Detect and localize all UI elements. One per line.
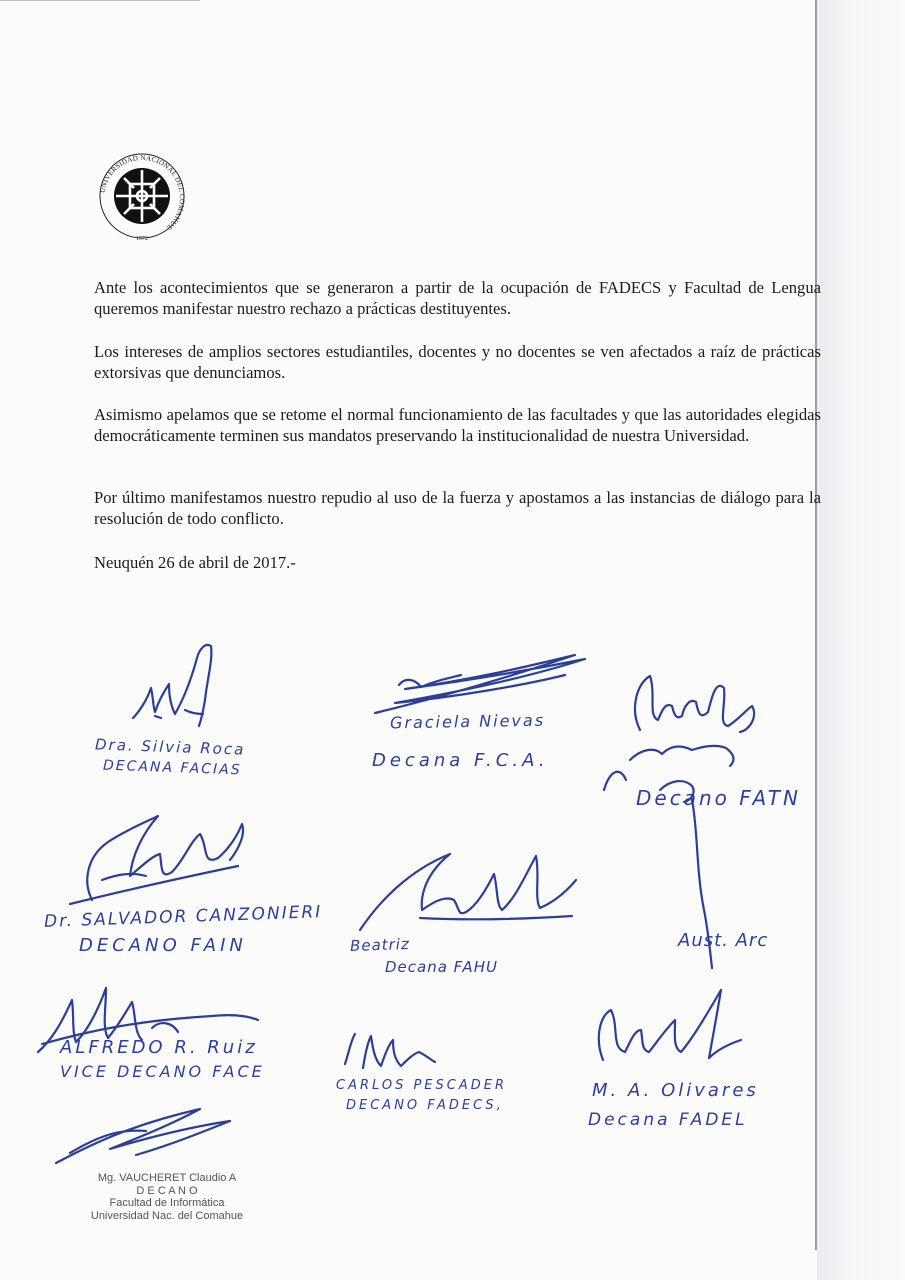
signature-ruiz-name: ALFREDO R. Ruiz <box>60 1037 258 1058</box>
paragraph-2: Los intereses de amplios sectores estudiantiles, docentes y no docentes se ven afectados a raíz de prácticas extorsivas que denunciamos. <box>94 342 821 382</box>
date-line: Neuquén 26 de abril de 2017.- <box>94 553 296 572</box>
stamp-line-4: Universidad Nac. del Comahue <box>90 1209 244 1222</box>
signature-roca-name: Dra. Silvia Roca <box>94 735 246 759</box>
signature-pescader-name: CARLOS PESCADER <box>336 1078 507 1093</box>
signature-pescader <box>335 1010 445 1080</box>
signature-fahu-name: Beatriz <box>349 934 411 956</box>
signature-olivares-title: Decana FADEL <box>588 1110 748 1130</box>
paragraph-1: Ante los acontecimientos que se generaron a partir de la ocupación de FADECS y Facultad de Lengua queremos manifestar nuestro rechazo a prácticas destituyentes. <box>94 278 821 318</box>
signature-nievas-name: Graciela Nievas <box>389 710 546 733</box>
stamp-line-1: Mg. VAUCHERET Claudio A <box>97 1172 237 1184</box>
signature-olivares-name: M. A. Olivares <box>592 1080 759 1101</box>
signature-pescader-title: DECANO FADECS, <box>346 1098 504 1113</box>
scan-edge-mark <box>0 0 200 1</box>
signature-vaucheret <box>50 1105 240 1170</box>
signature-nievas-title: Decana F.C.A. <box>372 750 549 771</box>
page-fold-shadow <box>817 0 905 1280</box>
signature-roca-title: DECANA FACIAS <box>102 757 242 779</box>
paragraph-3: Asimismo apelamos que se retome el normal funcionamiento de las facultades y que las autoridades elegidas democráticamente terminen sus mandatos preservando la institucionalidad de nuestra Universidad. <box>94 405 821 445</box>
signature-canzonieri-title: DECANO FAIN <box>79 935 247 956</box>
stamp-line-2: D E C A N O <box>136 1184 198 1197</box>
signature-fahu-title: Decana FAHU <box>385 958 498 976</box>
signature-aust-name: Aust. Arc <box>678 930 769 951</box>
signature-roca <box>125 640 235 735</box>
dean-stamp <box>82 1172 252 1222</box>
page-fold-line <box>815 0 817 1250</box>
signature-olivares <box>585 980 750 1075</box>
seal-ring-text: UNIVERSIDAD NACIONAL DEL COMAHUE <box>98 153 187 232</box>
university-seal-icon <box>96 152 188 244</box>
seal-year: 1972 <box>136 236 148 242</box>
signature-canzonieri-name: Dr. SALVADOR CANZONIERI <box>43 902 323 932</box>
signature-fatn <box>600 650 775 970</box>
signature-fatn-title: Decano FATN <box>636 786 801 810</box>
stamp-line-3: Facultad de Informática <box>109 1197 225 1209</box>
signature-canzonieri <box>62 810 302 915</box>
paragraph-4: Por último manifestamos nuestro repudio al uso de la fuerza y apostamos a las instancias de diálogo para la resolución de todo conflicto. <box>94 488 821 528</box>
signature-ruiz-title: VICE DECANO FACE <box>60 1062 265 1081</box>
signature-fahu <box>350 840 590 940</box>
